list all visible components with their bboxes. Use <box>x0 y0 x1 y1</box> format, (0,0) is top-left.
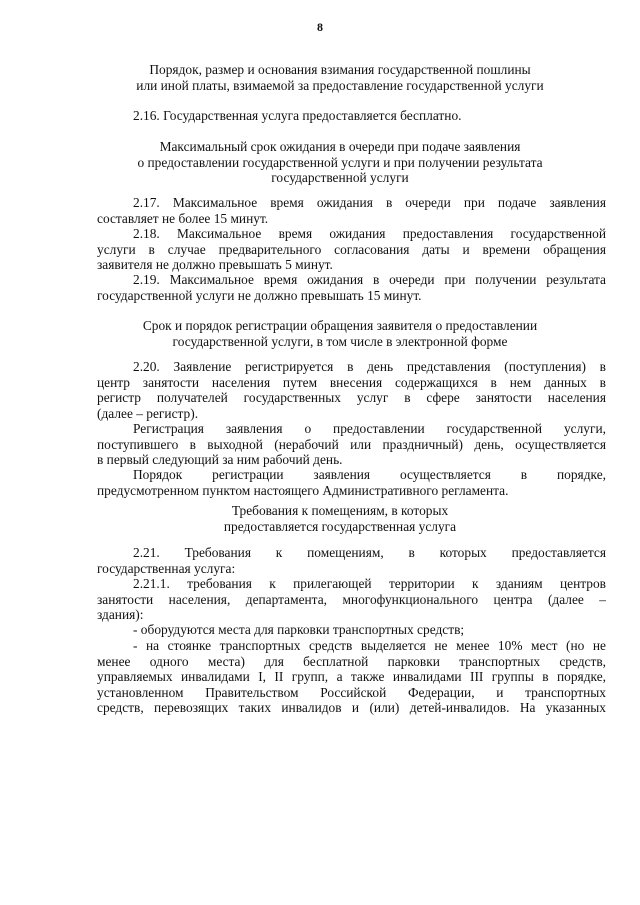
text-line: средств, перевозящих таких инвалидов и (или) детей-инвалидов. На указанных <box>97 700 606 716</box>
text-line: здания): <box>97 607 144 623</box>
text-line: поступившего в выходной (нерабочий или праздничный) день, осуществляется <box>97 436 606 452</box>
section-heading-premises <box>100 503 580 534</box>
heading-line: Требования к помещениям, в которых <box>231 503 449 518</box>
section-heading-queue <box>100 139 580 186</box>
text-line: Регистрация заявления о предоставлении государственной услуги, <box>133 421 606 436</box>
text-line: занятости населения, департамента, многофункционального центра (далее – <box>97 591 606 607</box>
text-line: управляемых инвалидами I, II групп, а также инвалидами III группы в порядке, <box>97 669 606 685</box>
paragraph-2-16 <box>97 108 606 124</box>
heading-line: предоставляется государственная услуга <box>223 518 457 534</box>
text-line: 2.18. Максимальное время ожидания предоставления государственной <box>133 226 606 241</box>
text-line: 2.21. Требования к помещениям, в которых предоставляется <box>133 545 606 560</box>
heading-line: или иной платы, взимаемой за предоставление государственной услуги <box>136 77 544 93</box>
text-line: составляет не более 15 минут. <box>97 210 269 226</box>
text-line: государственная услуга: <box>97 560 236 576</box>
text-line: центр занятости населения путем внесения содержащихся в нем данных в <box>97 374 606 390</box>
heading-line: государственной услуги, в том числе в электронной форме <box>172 333 508 349</box>
paragraph-2-21-1 <box>97 576 606 623</box>
text-line: менее одного места) для бесплатной парковки транспортных средств, <box>97 653 606 669</box>
text-line: 2.19. Максимальное время ожидания в очереди при получении результата <box>133 272 606 287</box>
paragraph-registration-order <box>97 467 606 498</box>
text-line: Порядок регистрации заявления осуществляется в порядке, <box>133 467 606 482</box>
section-heading-fee <box>100 62 580 93</box>
text-line: предусмотренном пунктом настоящего Административного регламента. <box>97 482 509 498</box>
heading-line: Порядок, размер и основания взимания государственной пошлины <box>149 62 531 77</box>
paragraph-2-20 <box>97 359 606 421</box>
paragraph-2-21 <box>97 545 606 576</box>
page-number: 8 <box>317 20 323 34</box>
heading-line: Максимальный срок ожидания в очереди при подаче заявления <box>159 139 521 154</box>
paragraph-2-19 <box>97 272 606 303</box>
paragraph-parking <box>97 622 606 638</box>
text-line: 2.20. Заявление регистрируется в день представления (поступления) в <box>133 359 606 374</box>
heading-line: о предоставлении государственной услуги и при получении результата <box>137 154 543 170</box>
paragraph-2-17 <box>97 195 606 226</box>
heading-line: государственной услуги <box>271 170 409 185</box>
paragraph-2-18 <box>97 226 606 273</box>
text-line: 2.21.1. требования к прилегающей территории к зданиям центров <box>133 576 606 591</box>
text-line: регистр получателей государственных услуг в сфере занятости населения <box>97 390 606 406</box>
text-line: установленном Правительством Российской Федерации, и транспортных <box>97 684 606 700</box>
text-line: услуги в случае предварительного согласования даты и времени обращения <box>97 241 606 257</box>
paragraph-registration-weekend <box>97 421 606 468</box>
text-line: 2.17. Максимальное время ожидания в очереди при подаче заявления <box>133 195 606 210</box>
text-line: - оборудуются места для парковки транспортных средств; <box>133 622 465 637</box>
text-line: 2.16. Государственная услуга предоставляется бесплатно. <box>133 108 462 123</box>
text-line: - на стоянке транспортных средств выделяется не менее 10% мест (но не <box>133 638 606 653</box>
text-line: заявителя не должно превышать 5 минут. <box>97 257 333 273</box>
paragraph-disabled-parking <box>97 638 606 716</box>
text-line: государственной услуги не должно превышать 15 минут. <box>97 287 422 303</box>
heading-line: Срок и порядок регистрации обращения заявителя о предоставлении <box>142 318 538 333</box>
text-line: в первый следующий за ним рабочий день. <box>97 452 343 468</box>
text-line: (далее – регистр). <box>97 405 199 421</box>
section-heading-registration <box>100 318 580 349</box>
